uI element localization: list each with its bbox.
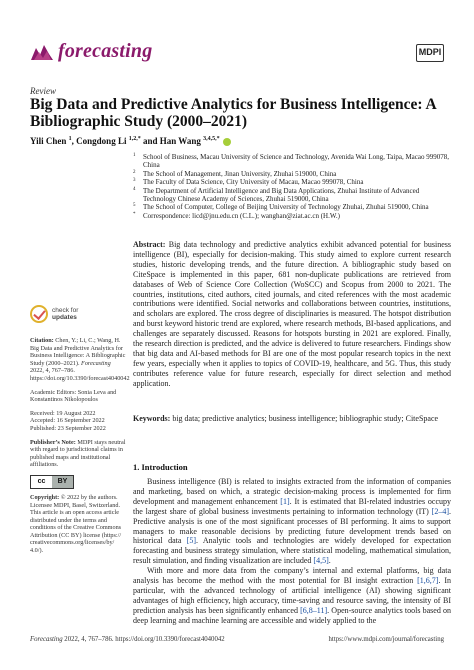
affiliation: 5 The School of Computer, College of Beijing University of Technology Zhuhai, Zhuhai 519000, China bbox=[133, 203, 429, 212]
article-title: Big Data and Predictive Analytics for Business Intelligence: A Bibliographic Study (2000–2021) bbox=[30, 96, 436, 130]
updates-label: updates bbox=[52, 314, 77, 321]
author-name[interactable]: Congdong Li bbox=[76, 136, 127, 146]
abstract-label: Abstract: bbox=[133, 240, 166, 249]
keywords-text: big data; predictive analytics; business intelligence; bibliographic study; CiteSpace bbox=[172, 414, 439, 423]
affiliation: 2 The School of Management, Jinan University, Zhuhai 519000, China bbox=[133, 169, 337, 178]
introduction-text bbox=[133, 477, 451, 626]
published-date: Published: 23 September 2022 bbox=[30, 424, 106, 432]
abstract-text: Big data technology and predictive analytics exhibit advanced potential for business intelligence (BI), especially for decision-making. This study aimed to explore current research studies, historic developing trends, and the future direction. A bibliographic study based on CiteSpace is implemented in this paper, 681 non-duplicate publications are retrieved from databases of Web of Science Core Collection (WoSCC) and Scopus from 2000 to 2021. The countries, institutions, cited authors, cited journals, and cited references with the most academic contributions were identified. Social networks and collaborations between countries, institutions, and scholars are explored. The cross degree of disciplinaries is measured. The hotspot distribution and burst keyword historic trend are explored, where research methods, BI-based applications, and challenges are separately discussed. Reasons for hotspots bursting in 2021 are explored. Finally, the research direction is predicted, and the advice is delivered to future researchers. Findings show that big data and AI-based methods for BI are one of the most popular research topics in the next few years, especially when it applies to topics of COVID-19, healthcare, and 5G. Thus, this study contributes reference value for future research, especially for direct selection and method application. bbox=[133, 240, 452, 388]
check-label: check for bbox=[52, 307, 79, 314]
journal-logo-icon bbox=[30, 42, 54, 62]
cc-by-license-icon[interactable]: cc BY bbox=[30, 475, 74, 489]
received-date: Received: 19 August 2022 bbox=[30, 409, 96, 417]
author-affil-sup: 1 bbox=[68, 136, 72, 142]
publisher-note: Publisher’s Note: MDPI stays neutral with regard to jurisdictional claims in published maps and institutional affiliations. bbox=[30, 438, 126, 469]
citation-link[interactable]: [1,6,7] bbox=[417, 576, 439, 586]
author-list: Yili Chen $^1$, Congdong Li $^{1,2,*}$ and Han Wang $^{3,4,5,*}$ bbox=[30, 136, 231, 146]
citation-link[interactable]: [5] bbox=[186, 536, 197, 546]
copyright-block: Copyright: © 2022 by the authors. Licensee MDPI, Basel, Switzerland. This article is an open access article distributed under the terms and conditions of the Creative Commons Attribution (CC BY) license (https:// creativecommons.org/licenses/by/ 4.0/). bbox=[30, 493, 122, 555]
check-for-updates-button[interactable] bbox=[30, 303, 126, 333]
paragraph: Business intelligence (BI) is related to insights extracted from the information of companies and marketing, based on which, a strategic decision-making process is implemented for firm development and management enhancement [1]. It is estimated that BI-related industries occupy the largest share of global business investments pertaining to information technology (IT) [2–4]. Predictive analysis is one of the most significant processes of BI performing. It aims to support managers to make reasonable decisions by predicting future development trends based on historical data [5]. Analytic tools and technologies are widely developed for expectation forecasting and business strategy simulation, where statistical modeling, mathematical simulation, result simulation, and finding visualization are included [4,5]. bbox=[133, 477, 452, 566]
citation-link[interactable]: [1] bbox=[280, 496, 290, 506]
citation-link[interactable]: [2–4] bbox=[431, 506, 449, 516]
affiliation: 1 School of Business, Macau University of Science and Technology, Avenida Wai Long, Taipa, Macao 999078, China bbox=[133, 153, 450, 170]
journal-name: forecasting bbox=[58, 40, 153, 62]
abstract bbox=[133, 240, 451, 389]
footer-citation: Forecasting 2022, 4, 767–786. https://doi.org/10.3390/forecast4040042 bbox=[30, 636, 225, 643]
affiliation: 3 The Faculty of Data Science, City University of Macau, Macao 999078, China bbox=[133, 178, 364, 187]
article-sidebar bbox=[30, 303, 130, 561]
doi-link[interactable]: 2022, 4, 767–786. https://doi.org/10.3390/forecast4040042 bbox=[30, 367, 130, 382]
article-type: Review bbox=[30, 86, 56, 96]
keywords bbox=[133, 414, 451, 424]
author-name[interactable]: Yili Chen bbox=[30, 136, 67, 146]
author-affil-sup: 1,2,* bbox=[128, 136, 141, 142]
citation-link[interactable]: [4,5] bbox=[313, 556, 329, 566]
dates-block bbox=[30, 410, 126, 433]
orcid-icon[interactable] bbox=[223, 138, 231, 146]
citation-block: Citation: Chen, Y.; Li, C.; Wang, H. Big Data and Predictive Analytics for Business Intelligence: A Bibliographic Study (2000–2021). Forecasting 2022, 4, 767–786. https://doi.org/10.3390/forecast4040042 bbox=[30, 337, 130, 382]
journal-url-link[interactable]: https://www.mdpi.com/journal/forecasting bbox=[328, 636, 444, 643]
check-updates-icon bbox=[30, 305, 48, 323]
mdpi-logo: MDPI bbox=[416, 44, 444, 62]
author-name[interactable]: Han Wang bbox=[159, 136, 201, 146]
author-affil-sup: 3,4,5,* bbox=[203, 136, 220, 142]
correspondence: * Correspondence: licd@jnu.edu.cn (C.L.); wanghan@ziat.ac.cn (H.W.) bbox=[133, 211, 340, 220]
academic-editors: Academic Editors: Sonia Leva and Konstantinos Nikolopoulos bbox=[30, 388, 117, 404]
accepted-date: Accepted: 16 September 2022 bbox=[30, 417, 105, 425]
affiliation: 4 The Department of Artificial Intelligence and Big Data Applications, Zhuhai Institute of Advanced Technology Chinese Academy of Sciences, Zhuhai 519000, China bbox=[133, 186, 420, 204]
paragraph: With more and more data from the company’s internal and external platforms, big data analysis has become the method with the most potential for BI insight extraction [1,6,7]. In particular, with the advanced technology of artificial intelligence (AI) showing significant advantages of high efficiency, high accuracy, time-saving and resource saving, the intensity of BI prediction analysis has been significantly enhanced [6,8–11]. Open-source analytics tools based on deep learning and machine learning are accessible and widely applied to the bbox=[133, 566, 451, 625]
journal-header bbox=[30, 40, 444, 68]
keywords-label: Keywords: bbox=[133, 414, 171, 423]
affiliation-list bbox=[133, 153, 451, 220]
page-footer bbox=[30, 636, 444, 643]
citation-link[interactable]: [6,8–11] bbox=[300, 605, 328, 615]
section-heading: 1. Introduction bbox=[133, 462, 188, 472]
